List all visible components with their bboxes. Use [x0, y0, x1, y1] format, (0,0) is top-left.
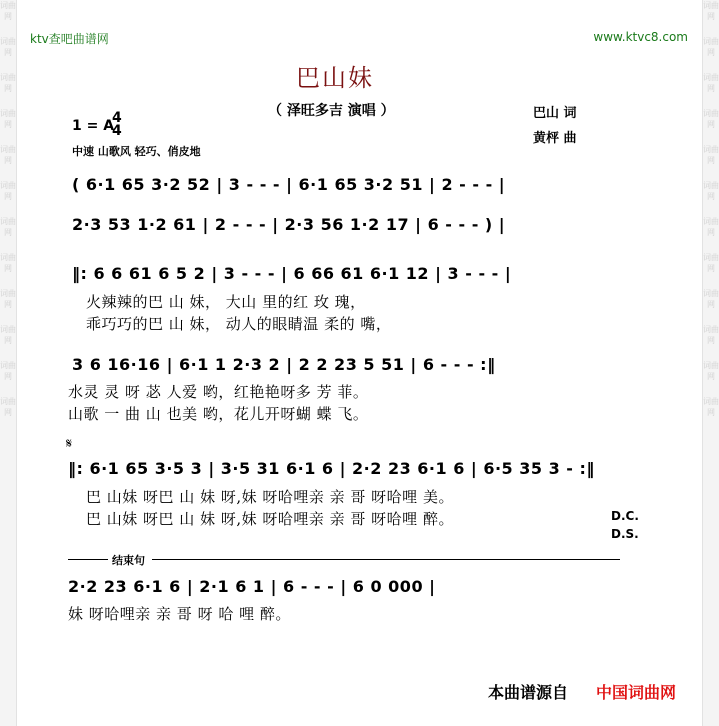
- dal-segno-mark: D.S.: [611, 527, 639, 541]
- score-line-2: 2·3 53 1·2 61 | 2 - - - | 2·3 56 1·2 17 | 6 - - - ) |: [72, 215, 506, 234]
- lyric-line-3b: 乖巧巧的巴 山 妹， 动人的眼睛温 柔的 嘴，: [86, 315, 392, 333]
- lyric-line-3a: 火辣辣的巴 山 妹， 大山 里的红 玫 瑰，: [86, 293, 366, 311]
- header-left-link[interactable]: ktv查吧曲谱网: [30, 32, 109, 46]
- left-watermark-strip: 词曲网 词曲网 词曲网 词曲网 词曲网 词曲网 词曲网 词曲网 词曲网 词曲网 词曲网 词曲网: [0, 0, 17, 726]
- lyricist-credit: 巴山 词: [533, 106, 577, 121]
- score-line-5: ‖: 6·1 65 3·5 3 | 3·5 31 6·1 6 | 2·2 23 6·1 6 | 6·5 35 3 - :‖: [68, 459, 595, 478]
- footer-source-label: 本曲谱源自: [488, 683, 569, 702]
- header-right-link[interactable]: www.ktvc8.com: [593, 30, 688, 44]
- segno-sign: 𝄋: [66, 436, 73, 452]
- lyric-line-5b: 巴 山妹 呀巴 山 妹 呀,妹 呀哈哩亲 亲 哥 呀哈哩 醉。: [86, 510, 454, 528]
- key-signature: 1 = A: [72, 118, 115, 134]
- ending-bracket-right: [152, 559, 620, 560]
- right-watermark-strip: 词曲网 词曲网 词曲网 词曲网 词曲网 词曲网 词曲网 词曲网 词曲网 词曲网 词曲网 词曲网: [702, 0, 719, 726]
- da-capo-mark: D.C.: [611, 509, 639, 523]
- lyric-line-4b: 山歌 一 曲 山 也美 哟，花儿开呀蝴 蝶 飞。: [68, 405, 369, 423]
- lyric-line-5a: 巴 山妹 呀巴 山 妹 呀,妹 呀哈哩亲 亲 哥 呀哈哩 美。: [86, 488, 454, 506]
- ending-bracket-left: [68, 559, 108, 560]
- time-signature: 4 4: [112, 110, 122, 139]
- lyric-line-6: 妹 呀哈哩亲 亲 哥 呀 哈 哩 醉。: [68, 605, 291, 623]
- lyric-line-4a: 水灵 灵 呀 苾 人爱 哟，红艳艳呀多 芳 菲。: [68, 383, 369, 401]
- ending-label: 结束句: [112, 554, 145, 567]
- tempo-marking: 中速 山歌风 轻巧、俏皮地: [72, 145, 201, 158]
- composer-credit: 黄枰 曲: [533, 131, 577, 146]
- score-line-3: ‖: 6 6 61 6 5 2 | 3 - - - | 6 66 61 6·1 12 | 3 - - - |: [72, 264, 512, 283]
- song-title: 巴山妹: [296, 64, 374, 92]
- score-line-4: 3 6 16·16 | 6·1 1 2·3 2 | 2 2 23 5 51 | 6 - - - :‖: [72, 355, 496, 374]
- score-line-1: ( 6·1 65 3·2 52 | 3 - - - | 6·1 65 3·2 51 | 2 - - - |: [72, 175, 506, 194]
- performer-line: （ 泽旺多吉 演唱 ）: [268, 103, 395, 119]
- score-line-6: 2·2 23 6·1 6 | 2·1 6 1 | 6 - - - | 6 0 000 |: [68, 577, 436, 596]
- footer-source-site[interactable]: 中国词曲网: [596, 683, 677, 702]
